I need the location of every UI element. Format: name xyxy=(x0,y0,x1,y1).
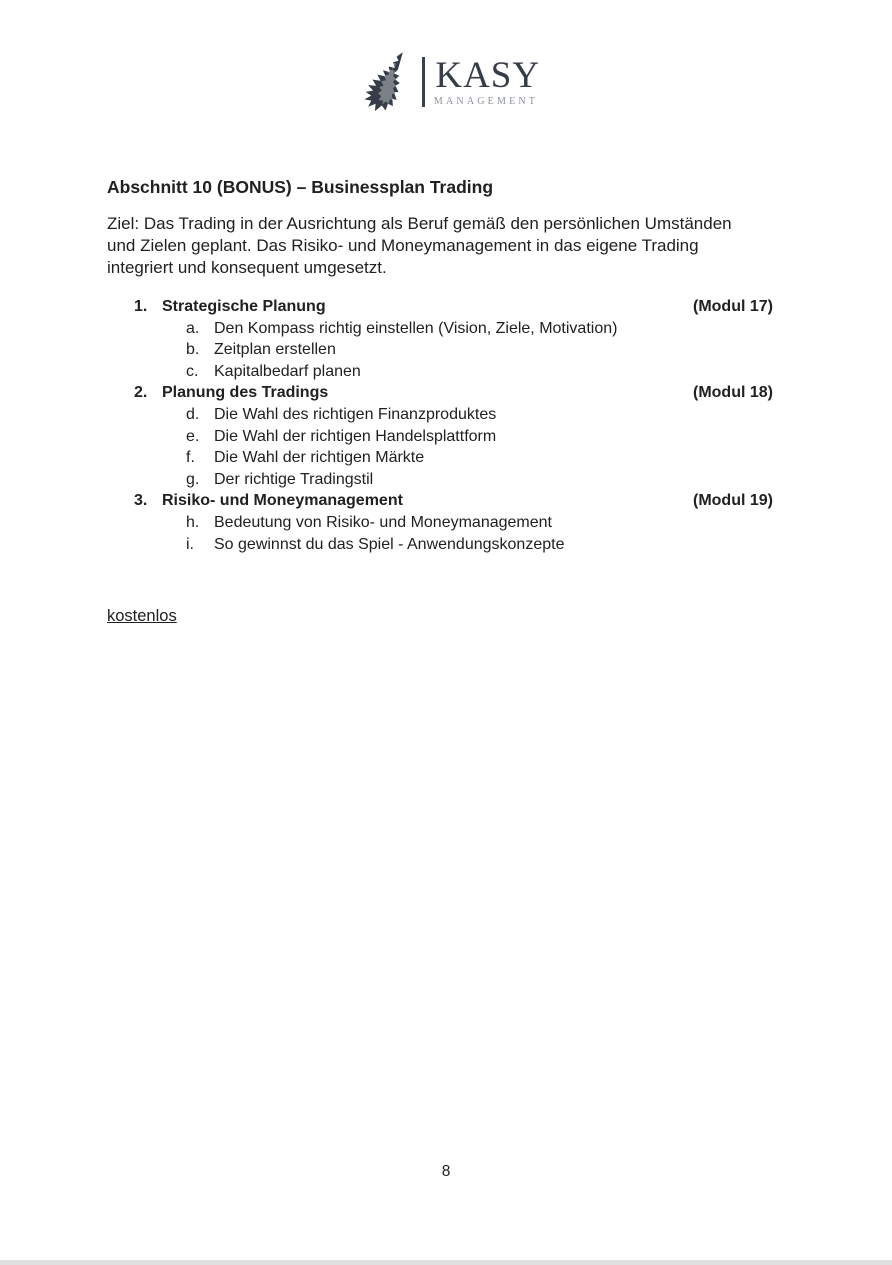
page-content xyxy=(107,176,773,626)
list-item-letter: b. xyxy=(186,341,200,359)
list-item-text: Der richtige Tradingstil xyxy=(214,470,374,488)
brand-logo xyxy=(0,0,892,114)
brand-subtitle: MANAGEMENT xyxy=(433,96,539,107)
list-item-letter: i. xyxy=(186,535,194,553)
list-item xyxy=(107,426,773,448)
list-item-text: Kapitalbedarf planen xyxy=(214,362,361,380)
list-item-letter: f. xyxy=(186,449,195,467)
goal-paragraph-line: integriert und konsequent umgesetzt. xyxy=(107,258,387,277)
list-item xyxy=(107,318,773,340)
module-item-2 xyxy=(107,382,773,404)
module-badge: (Modul 19) xyxy=(693,492,773,510)
wolf-icon xyxy=(352,51,414,113)
list-item-text: Die Wahl des richtigen Finanzproduktes xyxy=(214,405,497,423)
list-item xyxy=(107,361,773,383)
goal-paragraph xyxy=(107,213,773,279)
page-number: 8 xyxy=(441,1163,451,1180)
list-item xyxy=(107,534,773,556)
list-item-letter: e. xyxy=(186,427,200,445)
module-title: Strategische Planung xyxy=(162,298,326,315)
list-item-text: Bedeutung von Risiko- und Moneymanagement xyxy=(214,513,552,531)
list-item xyxy=(107,447,773,469)
list-item-letter: g. xyxy=(186,470,200,488)
module-title: Planung des Tradings xyxy=(162,384,329,402)
goal-paragraph-line: Ziel: Das Trading in der Ausrichtung als Beruf gemäß den persönlichen Umständen xyxy=(107,214,732,233)
section-heading: Abschnitt 10 (BONUS) – Businessplan Trading xyxy=(107,177,494,197)
module-title: Risiko- und Moneymanagement xyxy=(162,492,403,510)
logo-text xyxy=(434,57,540,107)
list-item xyxy=(107,512,773,534)
list-item xyxy=(107,404,773,426)
kostenlos-link[interactable]: kostenlos xyxy=(107,607,177,626)
list-item-text: So gewinnst du das Spiel - Anwendungskonzepte xyxy=(214,535,565,553)
brand-name: KASY xyxy=(435,55,541,96)
list-item xyxy=(107,469,773,491)
module-number: 1. xyxy=(134,298,148,315)
list-item-letter: h. xyxy=(186,513,200,531)
list-item-text: Die Wahl der richtigen Märkte xyxy=(214,449,425,467)
goal-paragraph-line: und Zielen geplant. Das Risiko- und Moneymanagement in das eigene Trading xyxy=(107,236,699,255)
logo-divider xyxy=(422,57,425,107)
module-list xyxy=(107,296,773,555)
module-number: 2. xyxy=(134,384,148,402)
bottom-bar xyxy=(0,1260,892,1265)
module-badge: (Modul 17) xyxy=(693,298,773,315)
module-item-3 xyxy=(107,490,773,512)
module-number: 3. xyxy=(134,492,148,510)
list-item-letter: c. xyxy=(186,362,199,380)
list-item-letter: a. xyxy=(186,319,200,337)
module-item-1 xyxy=(107,296,773,318)
list-item-text: Zeitplan erstellen xyxy=(214,341,336,359)
list-item-text: Den Kompass richtig einstellen (Vision, Ziele, Motivation) xyxy=(214,319,618,337)
list-item xyxy=(107,339,773,361)
list-item-letter: d. xyxy=(186,405,200,423)
module-badge: (Modul 18) xyxy=(693,384,773,402)
list-item-text: Die Wahl der richtigen Handelsplattform xyxy=(214,427,497,445)
